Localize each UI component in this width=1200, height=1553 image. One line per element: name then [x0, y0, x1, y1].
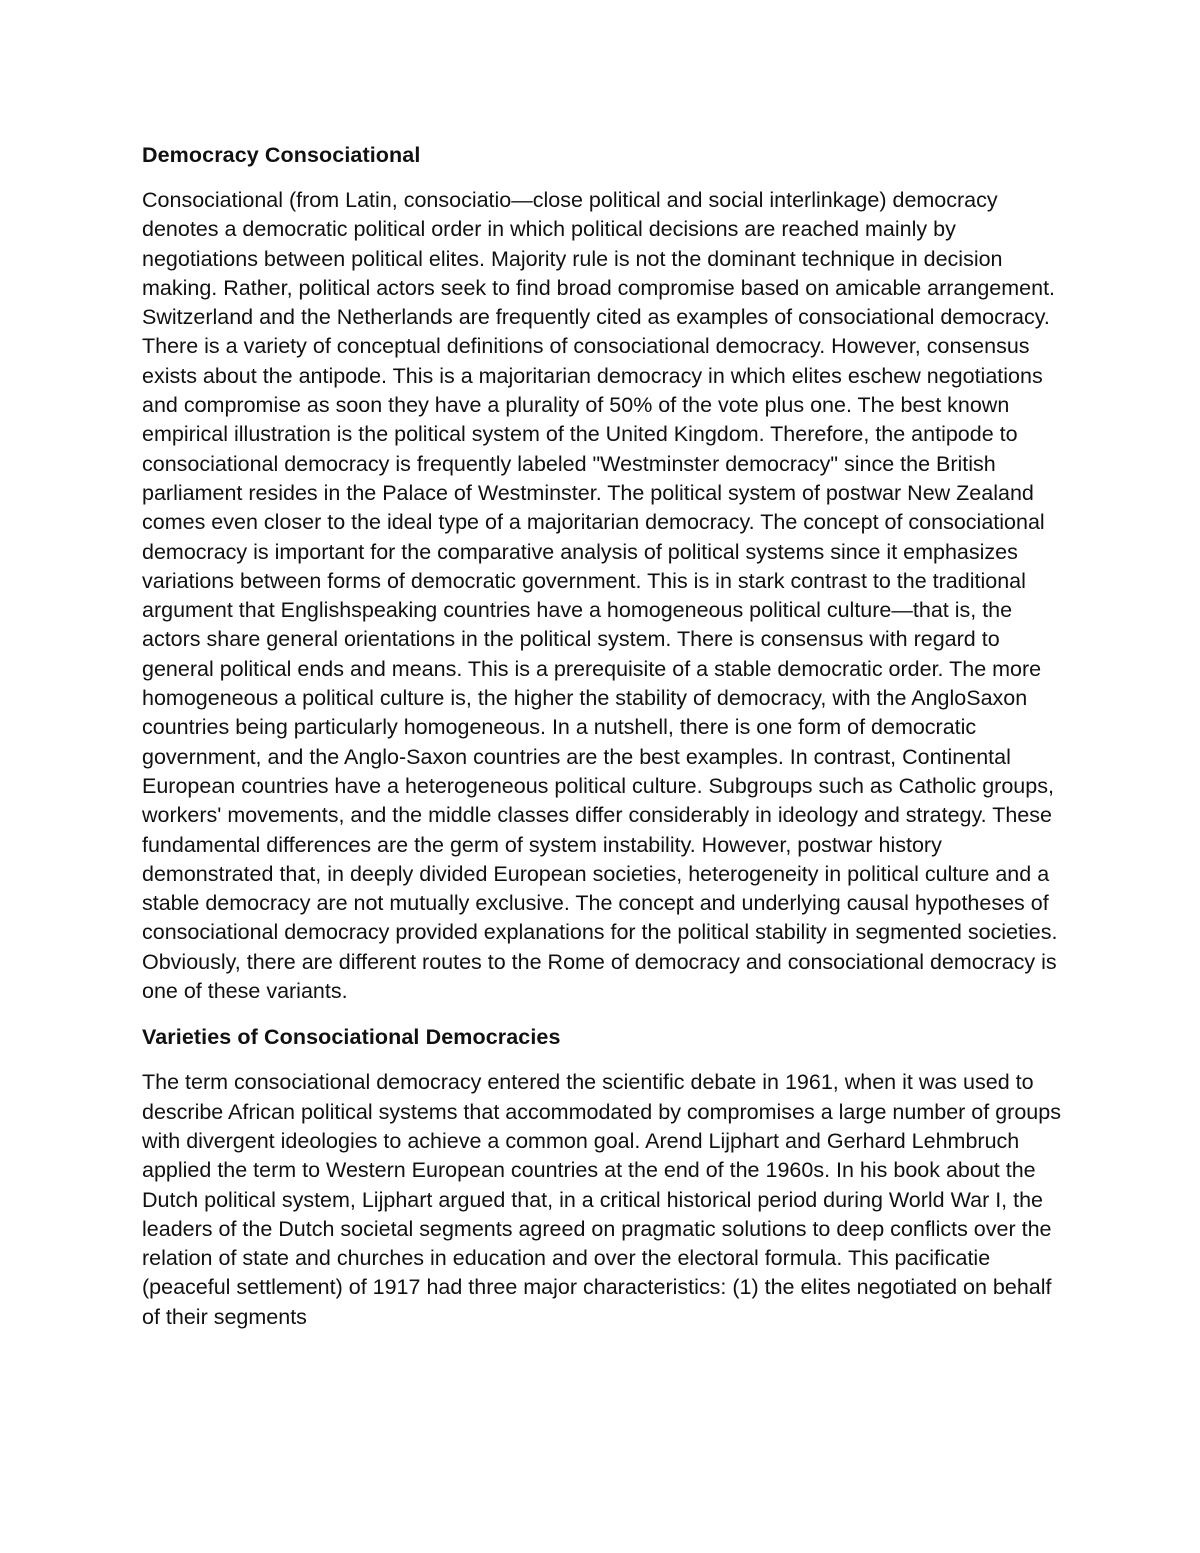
paragraph-intro: Consociational (from Latin, consociatio—close political and social interlinkage) democracy denotes a democratic political order in which political decisions are reached mainly by negotiations between political elites. Majority rule is not the dominant technique in decision making. Rather, political actors seek to find broad compromise based on amicable arrangement. Switzerland and the Netherlands are frequently cited as examples of consociational democracy. There is a variety of conceptual definitions of consociational democracy. However, consensus exists about the antipode. This is a majoritarian democracy in which elites eschew negotiations and compromise as soon they have a plurality of 50% of the vote plus one. The best known empirical illustration is the political system of the United Kingdom. Therefore, the antipode to consociational democracy is frequently labeled "Westminster democracy" since the British parliament resides in the Palace of Westminster. The political system of postwar New Zealand comes even closer to the ideal type of a majoritarian democracy. The concept of consociational democracy is important for the comparative analysis of political systems since it emphasizes variations between forms of democratic government. This is in stark contrast to the traditional argument that Englishspeaking countries have a homogeneous political culture—that is, the actors share general orientations in the political system. There is consensus with regard to general political ends and means. This is a prerequisite of a stable democratic order. The more homogeneous a political culture is, the higher the stability of democracy, with the AngloSaxon countries being particularly homogeneous. In a nutshell, there is one form of democratic government, and the Anglo-Saxon countries are the best examples. In contrast, Continental European countries have a heterogeneous political culture. Subgroups such as Catholic groups, workers' movements, and the middle classes differ considerably in ideology and strategy. These fundamental differences are the germ of system instability. However, postwar history demonstrated that, in deeply divided European societies, heterogeneity in political culture and a stable democracy are not mutually exclusive. The concept and underlying causal hypotheses of consociational democracy provided explanations for the political stability in segmented societies. Obviously, there are different routes to the Rome of democracy and consociational democracy is one of these variants.	[142, 188, 1058, 1004]
document-body	[142, 140, 1064, 1348]
document-title: Democracy Consociational	[142, 143, 421, 167]
paragraph-varieties: The term consociational democracy entered the scientific debate in 1961, when it was used to describe African political systems that accommodated by compromises a large number of groups with divergent ideologies to achieve a common goal. Arend Lijphart and Gerhard Lehmbruch applied the term to Western European countries at the end of the 1960s. In his book about the Dutch political system, Lijphart argued that, in a critical historical period during World War I, the leaders of the Dutch societal segments agreed on pragmatic solutions to deep conflicts over the relation of state and churches in education and over the electoral formula. This pacificatie (peaceful settlement) of 1917 had three major characteristics: (1) the elites negotiated on behalf of their segments	[142, 1070, 1061, 1329]
section-heading: Varieties of Consociational Democracies	[142, 1025, 561, 1050]
